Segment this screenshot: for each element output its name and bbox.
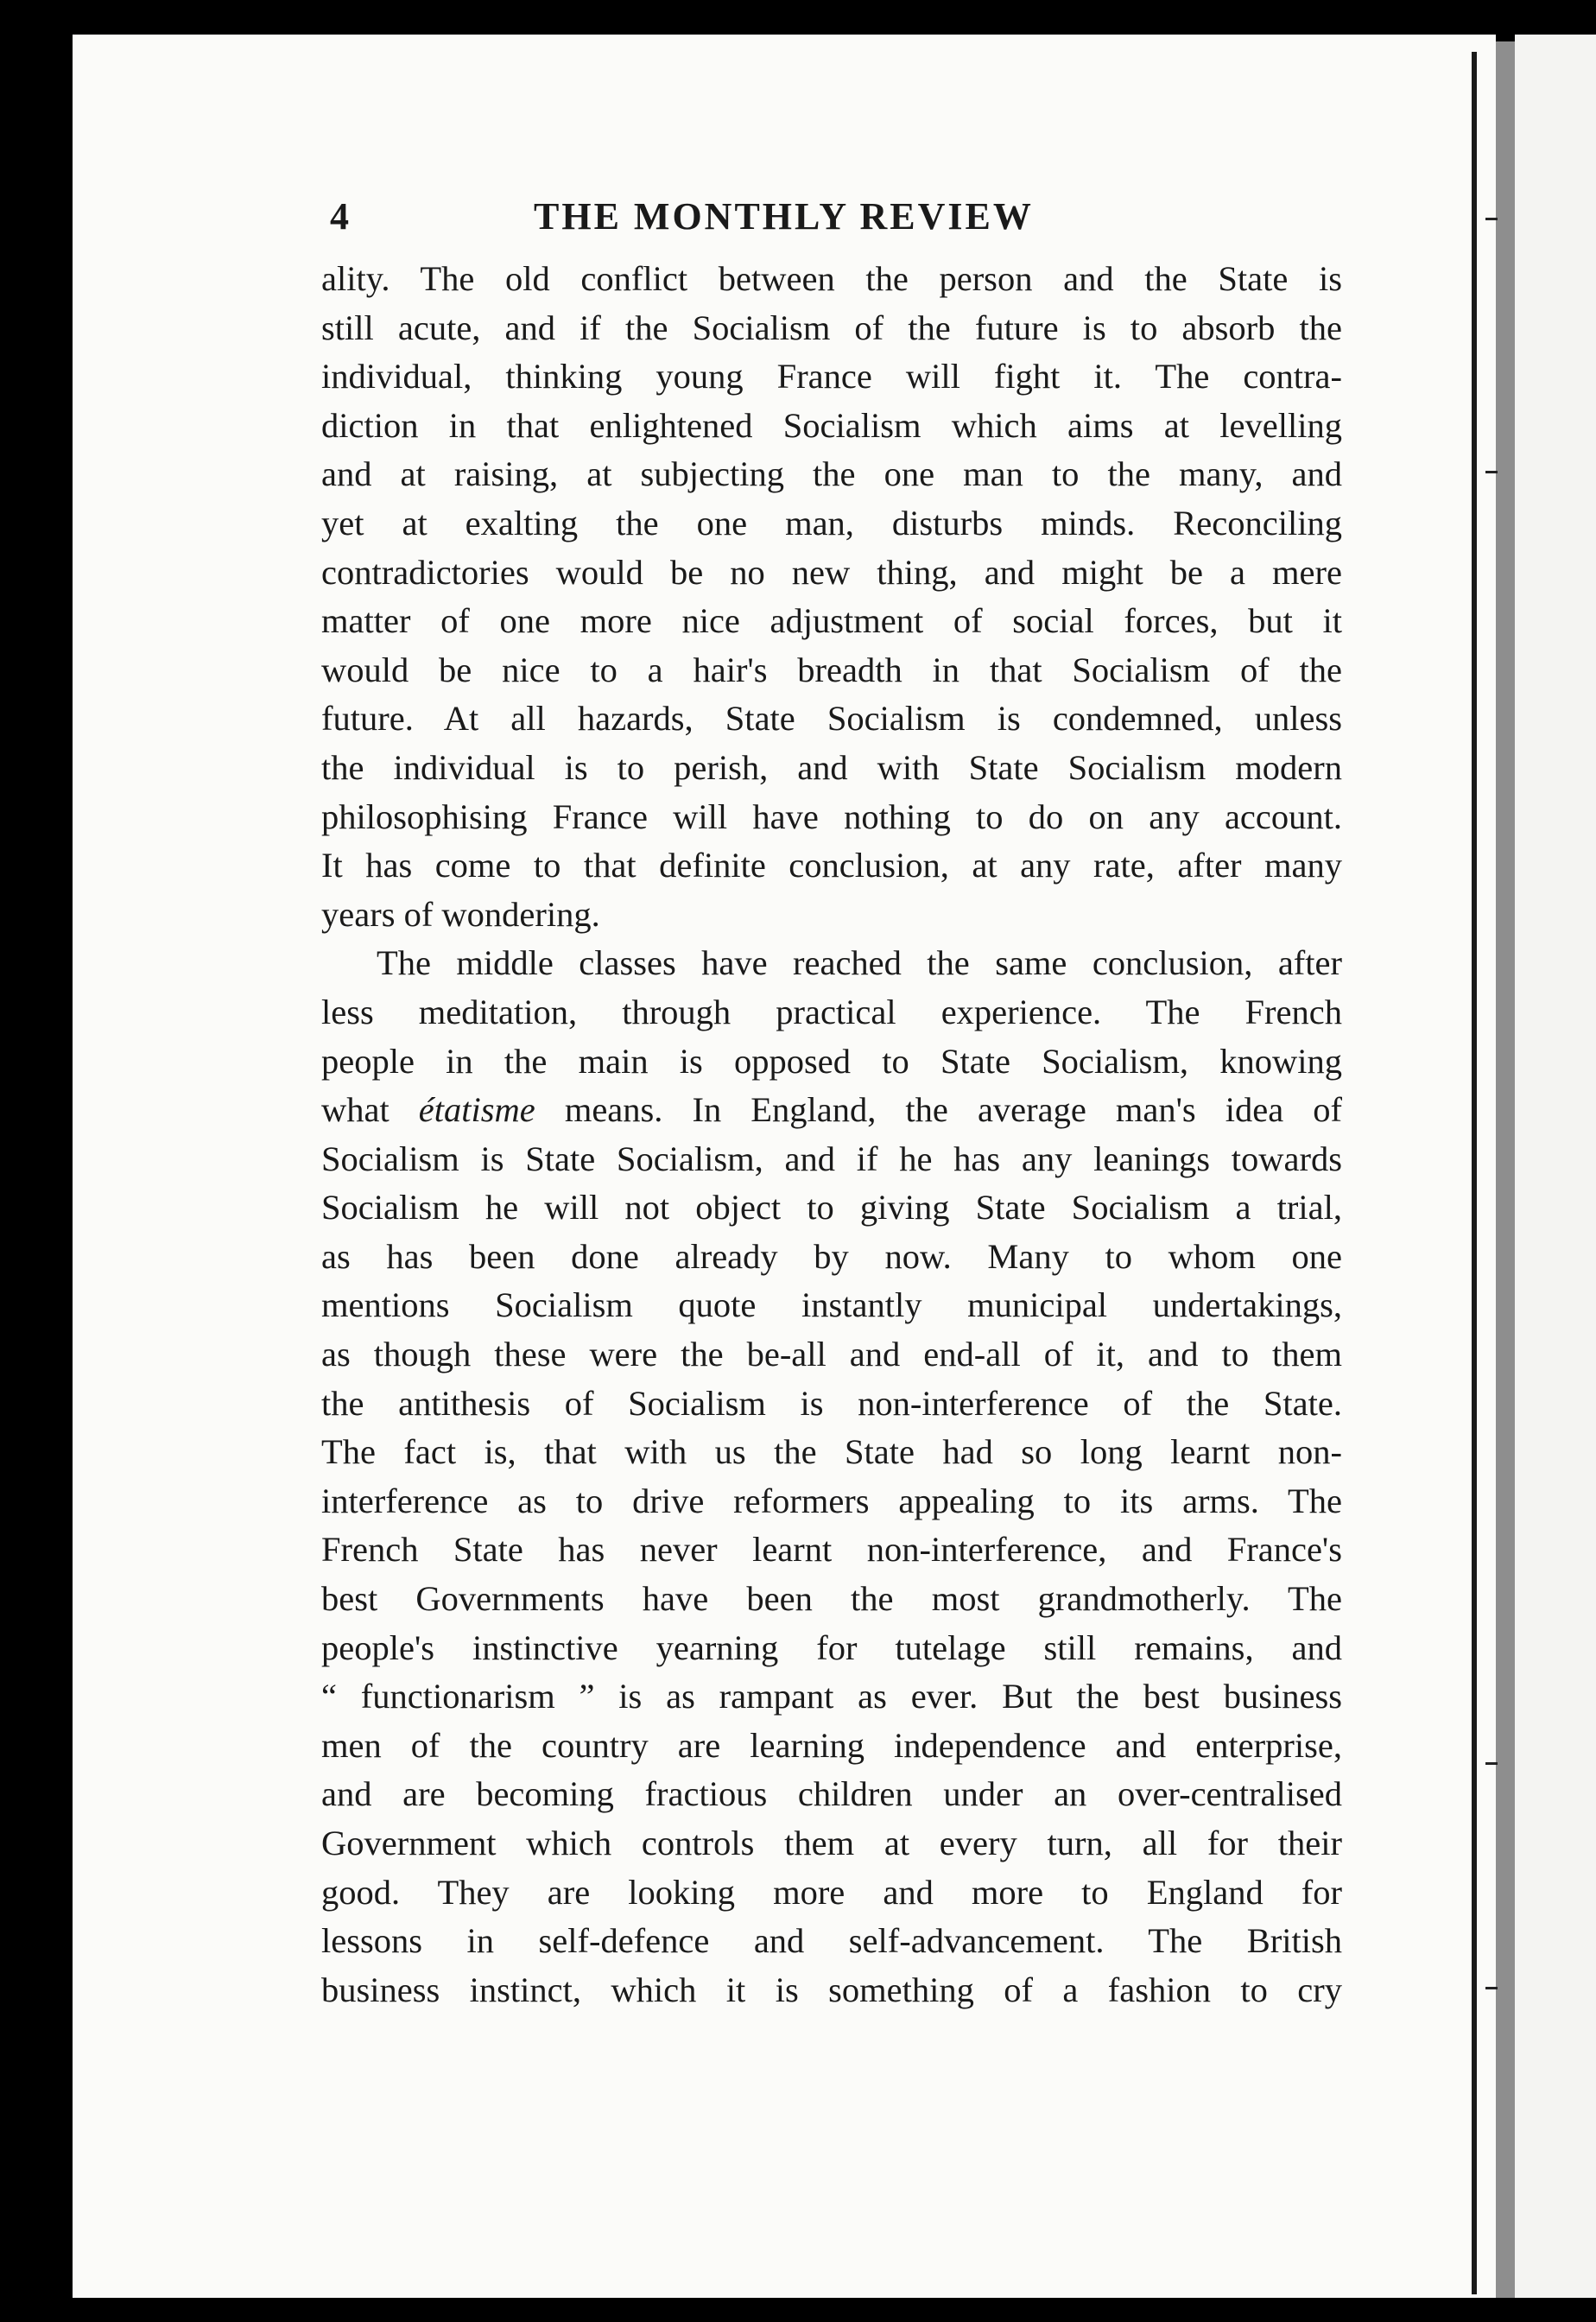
text-line: matter of one more nice adjustment of social forces, but it xyxy=(321,601,1342,641)
text-line: people in the main is opposed to State Socialism, knowing xyxy=(321,1041,1342,1081)
text-line: future. At all hazards, State Socialism is condemned, unless xyxy=(321,699,1342,739)
text-line: philosophising France will have nothing to do on any account. xyxy=(321,796,1342,836)
running-title: THE MONTHLY REVIEW xyxy=(534,195,1034,238)
edge-tick-mark xyxy=(1485,1987,1498,1989)
text-line: individual, thinking young France will fight it. The contra- xyxy=(321,357,1342,397)
text-line: the antithesis of Socialism is non-interference of the State. xyxy=(321,1383,1342,1423)
text-line: would be nice to a hair's breadth in that Socialism of the xyxy=(321,650,1342,689)
text-line: years of wondering. xyxy=(321,894,600,934)
page-edge-line xyxy=(1472,52,1477,2294)
text-line: Socialism he will not object to giving State Socialism a trial, xyxy=(321,1188,1342,1228)
text-line: as though these were the be-all and end-all of it, and to them xyxy=(321,1335,1342,1374)
text-line: diction in that enlightened Socialism which aims at levelling xyxy=(321,405,1342,445)
italic-term: étatisme xyxy=(418,1090,535,1130)
text-line: business instinct, which it is something of a fashion to cry xyxy=(321,1970,1342,2009)
text-segment: what xyxy=(321,1090,419,1130)
text-line: The fact is, that with us the State had so long learnt non- xyxy=(321,1432,1342,1472)
edge-tick-mark xyxy=(1485,1762,1498,1765)
paragraph-first-line: The middle classes have reached the same conclusion, after xyxy=(377,943,1342,983)
text-line: as has been done already by now. Many to whom one xyxy=(321,1236,1342,1276)
text-line: yet at exalting the one man, disturbs minds. Reconciling xyxy=(321,503,1342,542)
text-line: less meditation, through practical experience. The French xyxy=(321,992,1342,1031)
next-page-margin xyxy=(1515,35,1596,2298)
text-line: Government which controls them at every turn, all for their xyxy=(321,1824,1342,1862)
page-header xyxy=(330,194,1126,250)
text-line: people's instinctive yearning for tutelage still remains, and xyxy=(321,1627,1342,1667)
text-line: and at raising, at subjecting the one man to the many, and xyxy=(321,454,1342,494)
text-line: mentions Socialism quote instantly municipal undertakings, xyxy=(321,1285,1342,1325)
body-text xyxy=(321,255,1342,2014)
text-line: and are becoming fractious children under an over-centralised xyxy=(321,1774,1342,1814)
text-line: contradictories would be no new thing, and might be a mere xyxy=(321,552,1342,592)
text-line: best Governments have been the most grandmotherly. The xyxy=(321,1579,1342,1619)
text-line: still acute, and if the Socialism of the future is to absorb the xyxy=(321,308,1342,347)
text-line: French State has never learnt non-interference, and France's xyxy=(321,1530,1342,1570)
text-line: “ functionarism ” is as rampant as ever. But the best business xyxy=(321,1677,1342,1716)
text-line: good. They are looking more and more to England for xyxy=(321,1872,1342,1912)
text-line: interference as to drive reformers appealing to its arms. The xyxy=(321,1481,1342,1520)
page-edge-shadow xyxy=(1496,41,1515,2298)
text-line xyxy=(321,1086,1342,1135)
page-number: 4 xyxy=(330,195,349,238)
edge-tick-mark xyxy=(1485,471,1498,473)
text-line: ality. The old conflict between the person and the State is xyxy=(321,259,1342,298)
text-line: Socialism is State Socialism, and if he has any leanings towards xyxy=(321,1139,1342,1178)
text-segment: means. In England, the average man's idea of xyxy=(535,1090,1342,1130)
text-line: men of the country are learning independence and enterprise, xyxy=(321,1725,1342,1765)
edge-tick-mark xyxy=(1485,218,1498,220)
text-line: It has come to that definite conclusion, at any rate, after many xyxy=(321,846,1342,885)
text-line: lessons in self-defence and self-advancement. The British xyxy=(321,1921,1342,1961)
text-line: the individual is to perish, and with State Socialism modern xyxy=(321,747,1342,787)
